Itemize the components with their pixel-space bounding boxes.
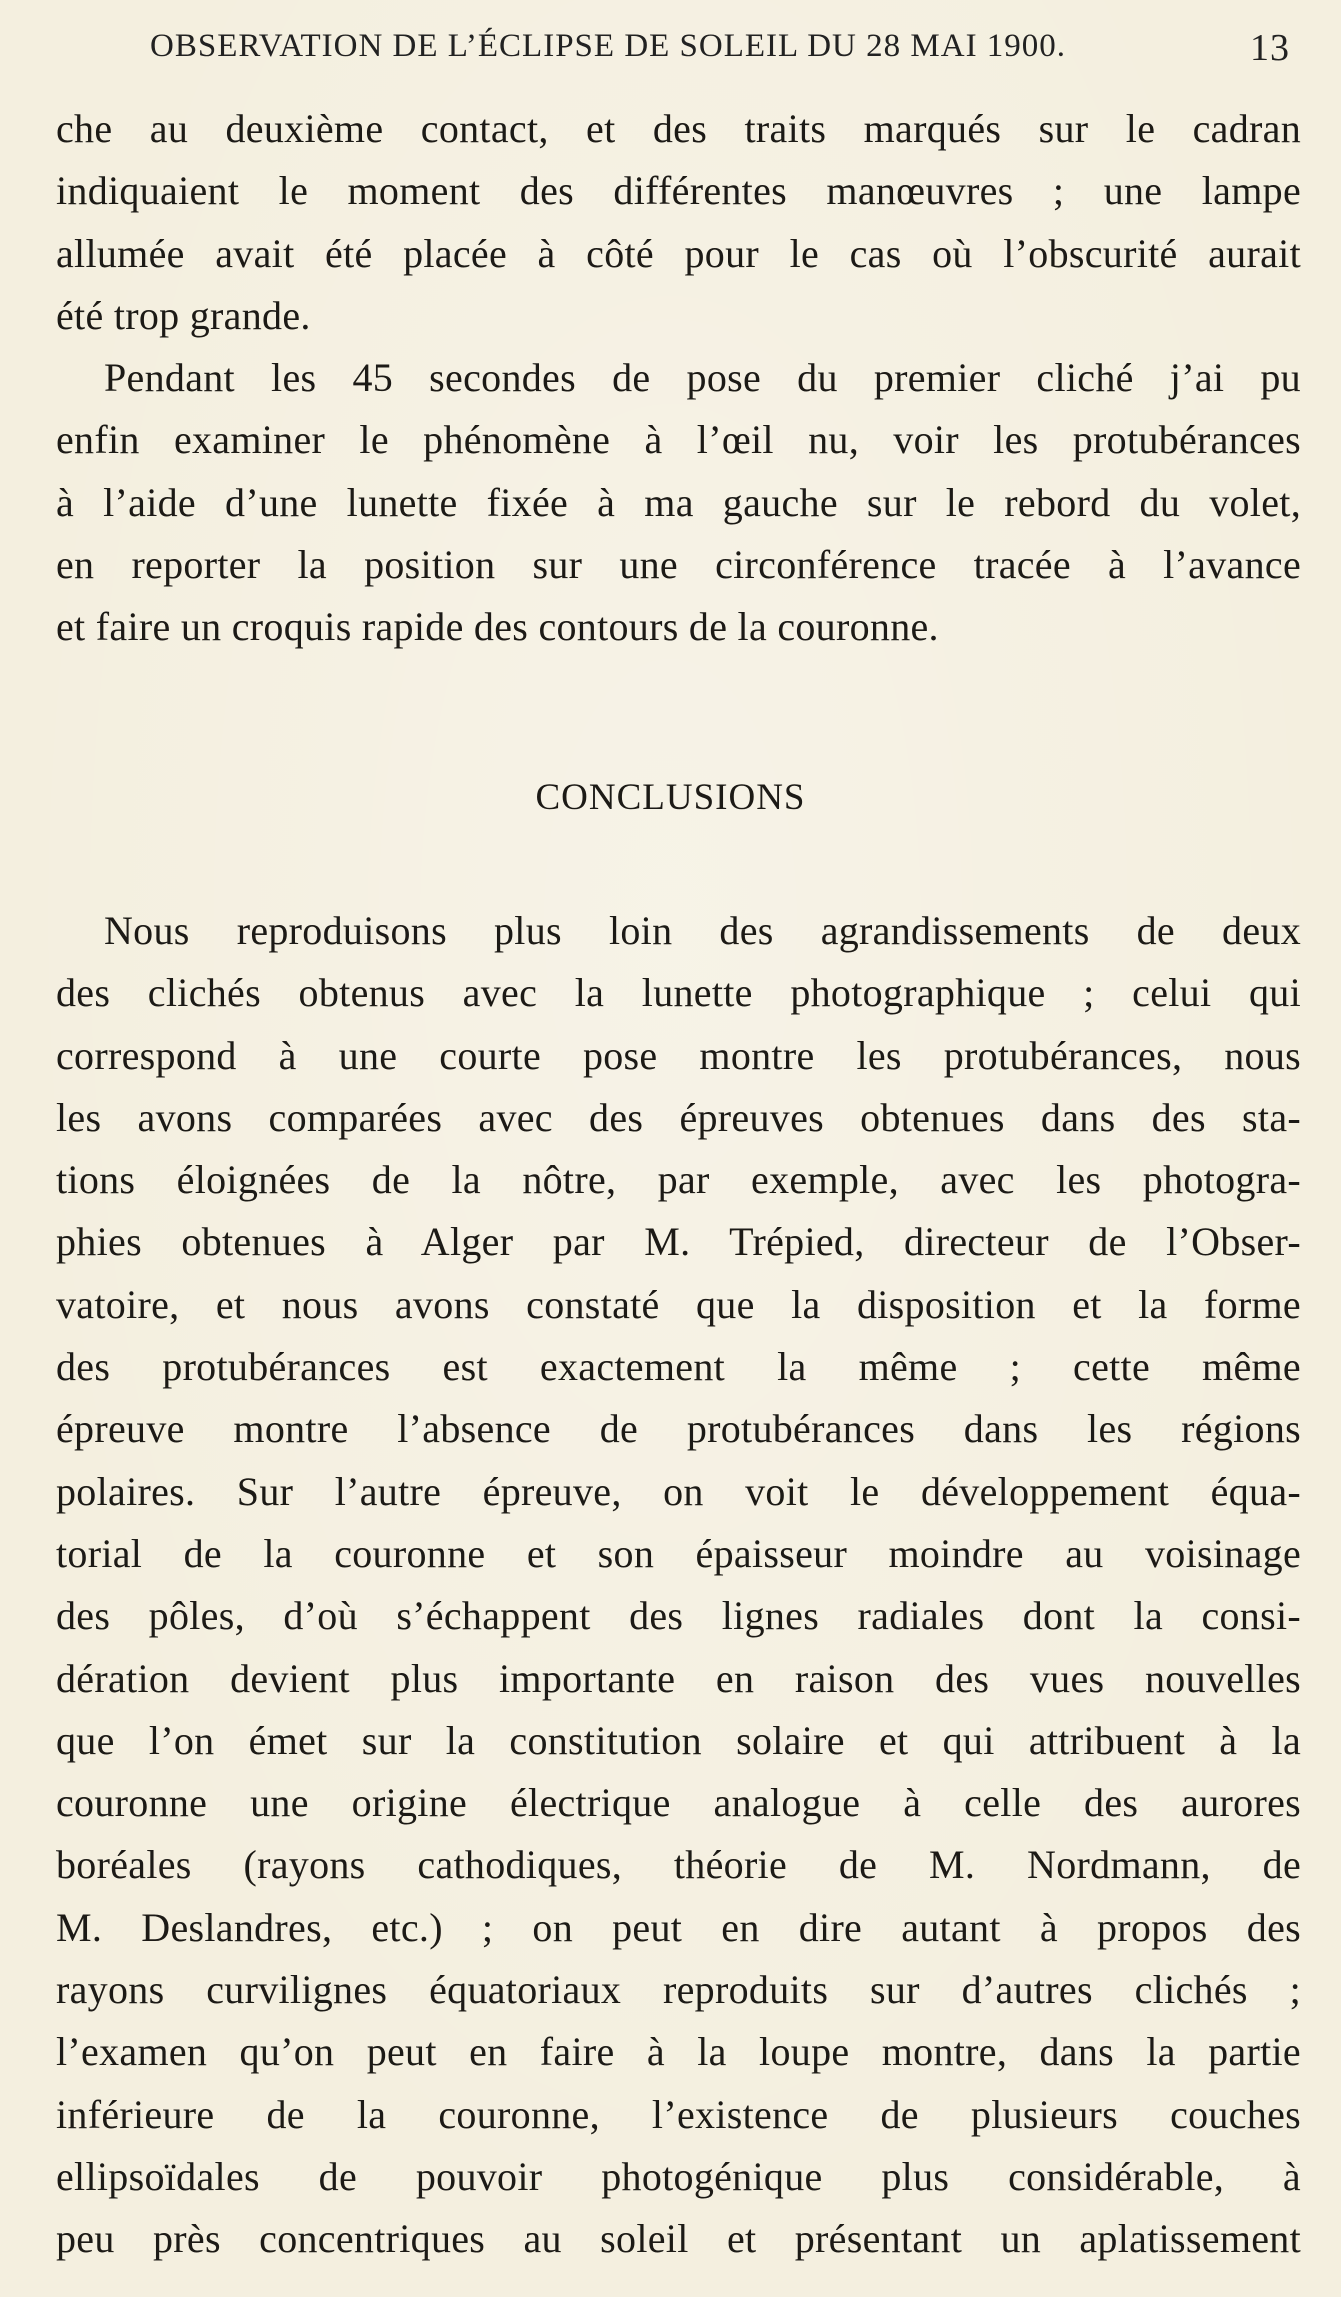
text-line: Nous reproduisons plus loin des agrandissements de deux — [104, 908, 1301, 953]
text-line: et faire un croquis rapide des contours de la couronne. — [56, 604, 939, 650]
text-line: des clichés obtenus avec la lunette photographique ; celui qui — [56, 970, 1301, 1016]
text-line: ellipsoïdales de pouvoir photogénique plus considérable, à — [56, 2153, 1301, 2199]
text-line: les avons comparées avec des épreuves obtenues dans des sta- — [56, 1094, 1301, 1140]
text-line: tions éloignées de la nôtre, par exemple, avec les photogra- — [56, 1157, 1301, 1203]
text-line: été trop grande. — [56, 292, 311, 338]
text-line: phies obtenues à Alger par M. Trépied, directeur de l’Obser- — [56, 1219, 1301, 1265]
text-line: vatoire, et nous avons constaté que la disposition et la forme — [56, 1281, 1301, 1327]
text-line: à l’aide d’une lunette fixée à ma gauche sur le rebord du volet, — [56, 479, 1301, 525]
text-line: que l’on émet sur la constitution solaire et qui attribuent à la — [56, 1717, 1301, 1763]
page-header — [150, 22, 1290, 78]
section-heading: CONCLUSIONS — [535, 777, 806, 818]
text-line: inférieure de la couronne, l’existence de plusieurs couches — [56, 2091, 1301, 2137]
paragraph-contact-procedure — [56, 98, 1301, 659]
text-line: torial de la couronne et son épaisseur moindre au voisinage — [56, 1530, 1301, 1576]
page-number: 13 — [1250, 27, 1290, 69]
text-line: couronne une origine électrique analogue à celle des aurores — [56, 1780, 1301, 1826]
text-line: en reporter la position sur une circonférence tracée à l’avance — [56, 542, 1301, 588]
text-line: che au deuxième contact, et des traits marqués sur le cadran — [56, 106, 1301, 151]
text-line: allumée avait été placée à côté pour le cas où l’obscurité aurait — [56, 230, 1301, 276]
text-line: rayons curvilignes équatoriaux reproduits sur d’autres clichés ; — [56, 1967, 1301, 2013]
paragraph-conclusions — [56, 900, 1301, 2271]
text-line: correspond à une courte pose montre les protubérances, nous — [56, 1032, 1301, 1078]
text-line: enfin examiner le phénomène à l’œil nu, voir les protubérances — [56, 417, 1301, 463]
text-line: peu près concentriques au soleil et présentant un aplatissement — [56, 2216, 1301, 2262]
running-title: OBSERVATION DE L’ÉCLIPSE DE SOLEIL DU 28 MAI 1900. — [150, 28, 1067, 64]
text-line: des protubérances est exactement la même ; cette même — [56, 1344, 1301, 1390]
text-line: polaires. Sur l’autre épreuve, on voit le développement équa- — [56, 1468, 1301, 1514]
text-line: indiquaient le moment des différentes manœuvres ; une lampe — [56, 168, 1301, 214]
text-line: M. Deslandres, etc.) ; on peut en dire autant à propos des — [56, 1904, 1301, 1950]
text-line: l’examen qu’on peut en faire à la loupe montre, dans la partie — [56, 2029, 1301, 2075]
text-line: dération devient plus importante en raison des vues nouvelles — [56, 1655, 1301, 1701]
text-line: Pendant les 45 secondes de pose du premier cliché j’ai pu — [104, 355, 1301, 401]
text-line: boréales (rayons cathodiques, théorie de M. Nordmann, de — [56, 1842, 1301, 1888]
text-line: épreuve montre l’absence de protubérances dans les régions — [56, 1406, 1301, 1452]
text-line: des pôles, d’où s’échappent des lignes radiales dont la consi- — [56, 1593, 1301, 1639]
